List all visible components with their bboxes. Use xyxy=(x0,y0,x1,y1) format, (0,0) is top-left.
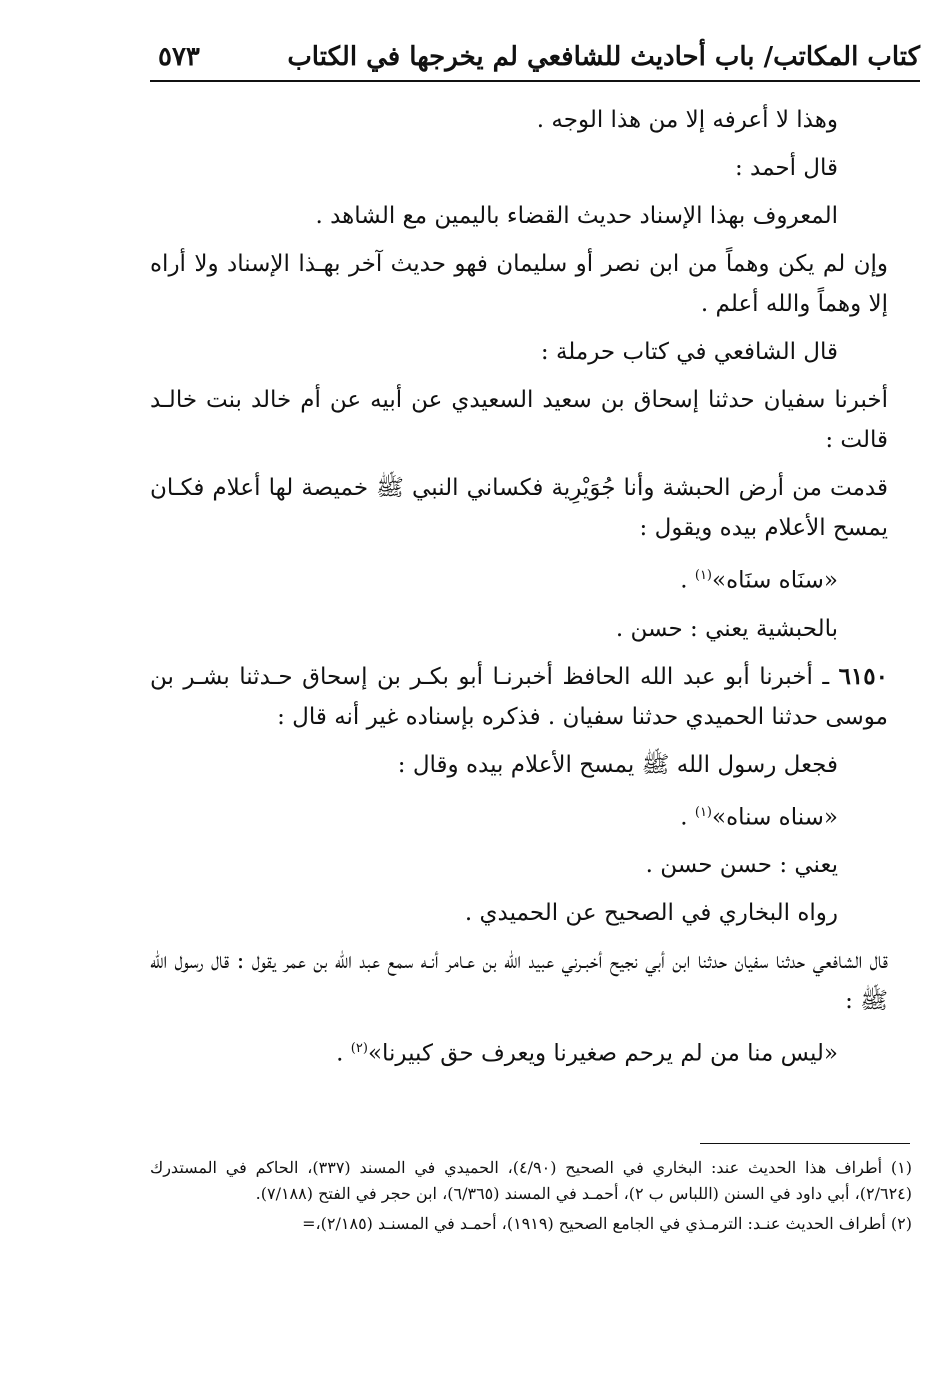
paragraph: قال أحمد : xyxy=(734,155,838,181)
quoted-saying xyxy=(150,1029,870,1074)
footnote-ref: (٢) xyxy=(350,1041,368,1057)
paragraph: وهذا لا أعرفه إلا من هذا الوجه . xyxy=(536,107,838,133)
paragraph: قدمت من أرض الحبشة وأنا جُوَيْرِية فكساني النبي ﷺ خميصة لها أعلام فكـان يمسح الأعلام بيده ويقول : xyxy=(150,475,888,541)
paragraph: يعني : حسن حسن . xyxy=(645,852,838,879)
paragraph: أخبرنا سفيان حدثنا إسحاق بن سعيد السعيدي عن أبيه عن أم خالد بنت خالـد قالت : xyxy=(150,387,888,453)
footnotes xyxy=(150,1155,912,1241)
paragraph: بالحبشية يعني : حسن . xyxy=(615,615,838,642)
hadith-entry xyxy=(150,657,920,737)
footnote-divider xyxy=(700,1143,910,1144)
period: . xyxy=(680,804,695,831)
page-number: ٥٧٣ xyxy=(158,42,200,72)
period: . xyxy=(336,1040,351,1067)
quote-text: «سناه سناه» xyxy=(712,804,838,831)
footnote: (٢) أطراف الحديث عنـد: الترمـذي في الجامع الصحيح (١٩١٩)، أحمـد في المسنـد (٢/١٨٥)،= xyxy=(302,1214,912,1233)
footnote: (١) أطراف هذا الحديث عند: البخاري في الصحيح (٤/٩٠)، الحميدي في المسند (٣٣٧)، الحاكم في المستدرك (٢/٦٢٤)، أبي داود في السنن (اللباس ب ٢)، أحمـد في المسند (٦/٣٦٥)، ابن حجر في الفتح (٧/١٨٨). xyxy=(150,1158,913,1203)
paragraph: فجعل رسول الله ﷺ يمسح الأعلام بيده وقال : xyxy=(397,751,838,778)
header-divider xyxy=(150,80,920,82)
running-header xyxy=(150,38,920,80)
footnote-ref: (١) xyxy=(694,568,712,583)
hadith-number: ٦١٥٠ xyxy=(838,662,888,690)
quote-text: «سنَاه سنَاه» xyxy=(712,567,838,594)
paragraph: وإن لم يكن وهماً من ابن نصر أو سليمان فهو حديث آخر بهـذا الإسناد ولا أراه إلا وهماً والله أعلم . xyxy=(150,251,888,317)
main-text xyxy=(150,100,888,1082)
paragraph: قال الشافعي حدثنا سفيان حدثنا ابن أبي نجيح أخبـرني عبيد الله بن عـامر أنـه سمع عبد الله بن عمر يقول : قال رسول الله ﷺ : xyxy=(150,948,888,1015)
footnote-ref: (١) xyxy=(694,804,712,820)
quote-text: «ليس منا من لم يرحم صغيرنا ويعرف حق كبيرنا» xyxy=(367,1040,838,1067)
paragraph: رواه البخاري في الصحيح عن الحميدي . xyxy=(464,900,838,927)
hadith-text: ـ أخبرنا أبو عبد الله الحافظ أخبرنـا أبو بكـر بن إسحاق حـدثنا بشـر بن موسى حدثنا الحميدي حدثنا سفيان . فذكره بإسناده غير أنه قال : xyxy=(150,663,888,730)
quoted-saying xyxy=(150,556,870,601)
quoted-saying xyxy=(150,793,870,838)
paragraph: المعروف بهذا الإسناد حديث القضاء باليمين مع الشاهد . xyxy=(315,203,838,229)
paragraph: قال الشافعي في كتاب حرملة : xyxy=(540,339,838,365)
period: . xyxy=(680,567,695,594)
running-title: كتاب المكاتب/ باب أحاديث للشافعي لم يخرجها في الكتاب xyxy=(287,42,920,72)
